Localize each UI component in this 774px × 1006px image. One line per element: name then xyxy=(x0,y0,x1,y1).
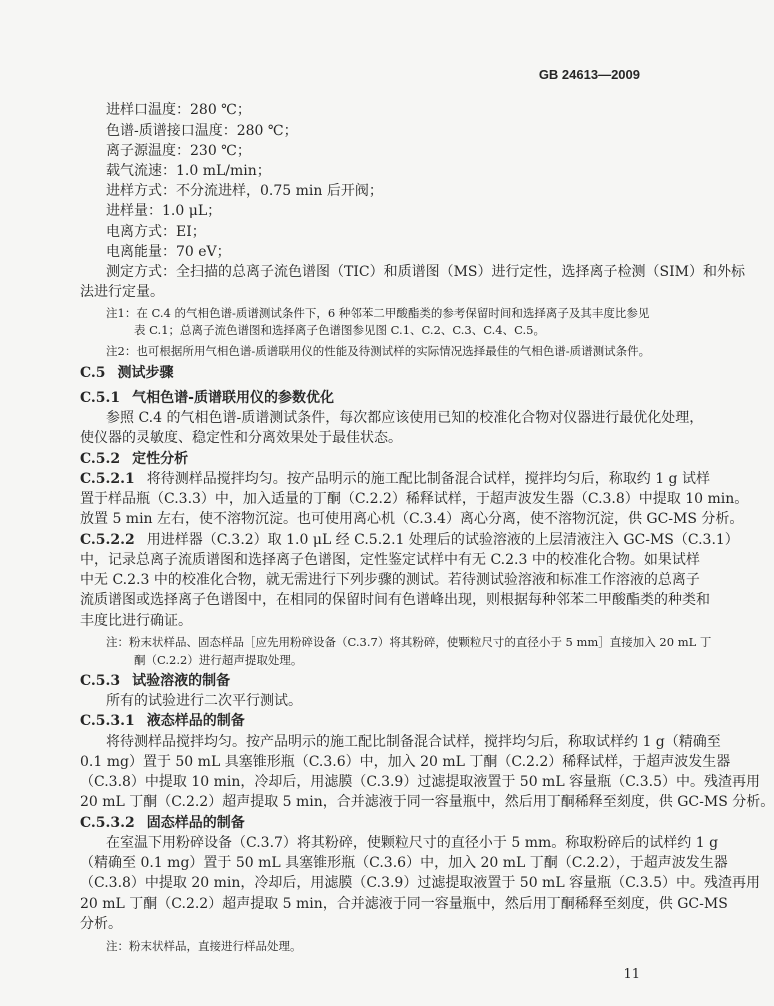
note-line: 注2：也可根据所用气相色谱-质谱联用仪的性能及待测试样的实际情况选择最佳的气相色谱-质谱测试条件。 xyxy=(106,344,651,358)
condition-line: 色谱-质谱接口温度：280 ℃； xyxy=(106,123,298,139)
paragraph-line: 20 mL 丁酮（C.2.2）超声提取 5 min，合并滤液于同一容量瓶中，然后用丁酮稀释至刻度，供 GC-MS 分析。 xyxy=(80,794,774,810)
note-line: 酮（C.2.2）进行超声提取处理。 xyxy=(134,653,303,667)
section-number: C.5.1 xyxy=(80,390,121,406)
section-title: 气相色谱-质谱联用仪的参数优化 xyxy=(132,390,334,406)
note-line: 注1：在 C.4 的气相色谱-质谱测试条件下，6 种邻苯二甲酸酯类的参考保留时间和选择离子及其丰度比参见 xyxy=(106,306,650,320)
section-number: C.5.3.2 xyxy=(80,815,135,831)
section-number: C.5.3.1 xyxy=(80,713,135,729)
condition-line: 离子源温度：230 ℃； xyxy=(106,143,251,159)
standard-number-header: GB 24613—2009 xyxy=(538,67,640,82)
paragraph-line: 参照 C.4 的气相色谱-质谱测试条件，每次都应该使用已知的校准化合物对仪器进行最优化处理， xyxy=(106,410,704,426)
section-heading-c5-1 xyxy=(80,388,640,408)
paragraph-text: 用进样器（C.3.2）取 1.0 μL 经 C.5.2.1 处理后的试验溶液的上层清液注入 GC-MS（C.3.1） xyxy=(146,532,739,548)
paragraph-line: 放置 5 min 左右，使不溶物沉淀。也可使用离心机（C.3.4）离心分离，使不溶物沉淀，供 GC-MS 分析。 xyxy=(80,511,744,527)
paragraph-line: 流质谱图或选择离子色谱图中，在相同的保留时间有色谱峰出现，则根据每种邻苯二甲酸酯类的种类和 xyxy=(80,592,710,608)
clause-number: C.5.2.1 xyxy=(80,471,135,487)
note-line: 表 C.1；总离子流色谱图和选择离子色谱图参见图 C.1、C.2、C.3、C.4、C.5。 xyxy=(134,323,545,337)
paragraph-line: 使仪器的灵敏度、稳定性和分离效果处于最佳状态。 xyxy=(80,430,402,446)
paragraph-line: 中，记录总离子流质谱图和选择离子色谱图，定性鉴定试样中有无 C.2.3 中的校准化合物。如果试样 xyxy=(80,552,700,568)
paragraph-line: 在室温下用粉碎设备（C.3.7）将其粉碎，使颗粒尺寸的直径小于 5 mm。称取粉碎后的试样约 1 g xyxy=(106,835,719,851)
page-number: 11 xyxy=(623,967,640,982)
paragraph-line: 20 mL 丁酮（C.2.2）超声提取 5 min，合并滤液于同一容量瓶中，然后用丁酮稀释至刻度，供 GC-MS xyxy=(80,896,728,912)
paragraph-line: 将待测样品搅拌均匀。按产品明示的施工配比制备混合试样，搅拌均匀后，称取试样约 1 g（精确至 xyxy=(106,734,721,750)
paragraph-line: （C.3.8）中提取 20 min，冷却后，用滤膜（C.3.9）过滤提取液置于 50 mL 容量瓶（C.3.5）中。残渣再用 xyxy=(80,875,761,891)
section-title: 测试步骤 xyxy=(117,365,174,381)
section-number: C.5.3 xyxy=(80,673,121,689)
paragraph-line: 分析。 xyxy=(80,916,122,932)
section-title: 试验溶液的制备 xyxy=(132,673,231,689)
section-number: C.5.2 xyxy=(80,451,121,467)
condition-line: 载气流速：1.0 mL/min； xyxy=(106,163,271,179)
detection-mode-line: 测定方式：全扫描的总离子流色谱图（TIC）和质谱图（MS）进行定性，选择离子检测（SIM）和外标 xyxy=(106,264,745,280)
paragraph-line: 中无 C.2.3 中的校准化合物，就无需进行下列步骤的测试。若待测试验溶液和标准工作溶液的总离子 xyxy=(80,572,700,588)
detection-mode-line: 法进行定量。 xyxy=(80,284,164,300)
section-number: C.5 xyxy=(80,365,106,381)
paragraph-line: （C.3.8）中提取 10 min，冷却后，用滤膜（C.3.9）过滤提取液置于 50 mL 容量瓶（C.3.5）中。残渣再用 xyxy=(80,774,761,790)
paragraph-line: 置于样品瓶（C.3.3）中，加入适量的丁酮（C.2.2）稀释试样，于超声波发生器（C.3.8）中提取 10 min。 xyxy=(80,491,749,507)
paragraph-line: （精确至 0.1 mg）置于 50 mL 具塞锥形瓶（C.3.6）中，加入 20 mL 丁酮（C.2.2），于超声波发生器 xyxy=(80,855,728,871)
section-heading-c5-3-2 xyxy=(80,813,640,833)
note-line: 注：粉末状样品，直接进行样品处理。 xyxy=(106,939,302,953)
section-heading-c5-3-1 xyxy=(80,711,640,731)
section-title: 定性分析 xyxy=(132,451,189,467)
condition-line: 电离方式：EI； xyxy=(106,224,206,240)
condition-line: 进样口温度：280 ℃； xyxy=(106,102,251,118)
condition-line: 进样量：1.0 μL； xyxy=(106,203,222,219)
paragraph-line: 丰度比进行确证。 xyxy=(80,613,192,629)
section-heading-c5-2 xyxy=(80,449,640,469)
paragraph-line: 所有的试验进行二次平行测试。 xyxy=(106,693,302,709)
section-title: 固态样品的制备 xyxy=(146,815,245,831)
section-title: 液态样品的制备 xyxy=(146,713,245,729)
clause-c5-2-1-first-line xyxy=(80,469,710,489)
condition-line: 电离能量：70 eV； xyxy=(106,244,231,260)
paragraph-line: 0.1 mg）置于 50 mL 具塞锥形瓶（C.3.6）中，加入 20 mL 丁酮（C.2.2）稀释试样，于超声波发生器 xyxy=(80,754,731,770)
section-heading-c5 xyxy=(80,363,640,383)
clause-number: C.5.2.2 xyxy=(80,532,135,548)
section-heading-c5-3 xyxy=(80,671,640,691)
paragraph-text: 将待测样品搅拌均匀。按产品明示的施工配比制备混合试样，搅拌均匀后，称取约 1 g 试样 xyxy=(146,471,710,487)
note-line: 注：粉末状样品、固态样品［应先用粉碎设备（C.3.7）将其粉碎，使颗粒尺寸的直径小于 5 mm］直接加入 20 mL 丁 xyxy=(106,635,712,649)
clause-c5-2-2-first-line xyxy=(80,530,739,550)
condition-line: 进样方式：不分流进样，0.75 min 后开阀； xyxy=(106,183,383,199)
